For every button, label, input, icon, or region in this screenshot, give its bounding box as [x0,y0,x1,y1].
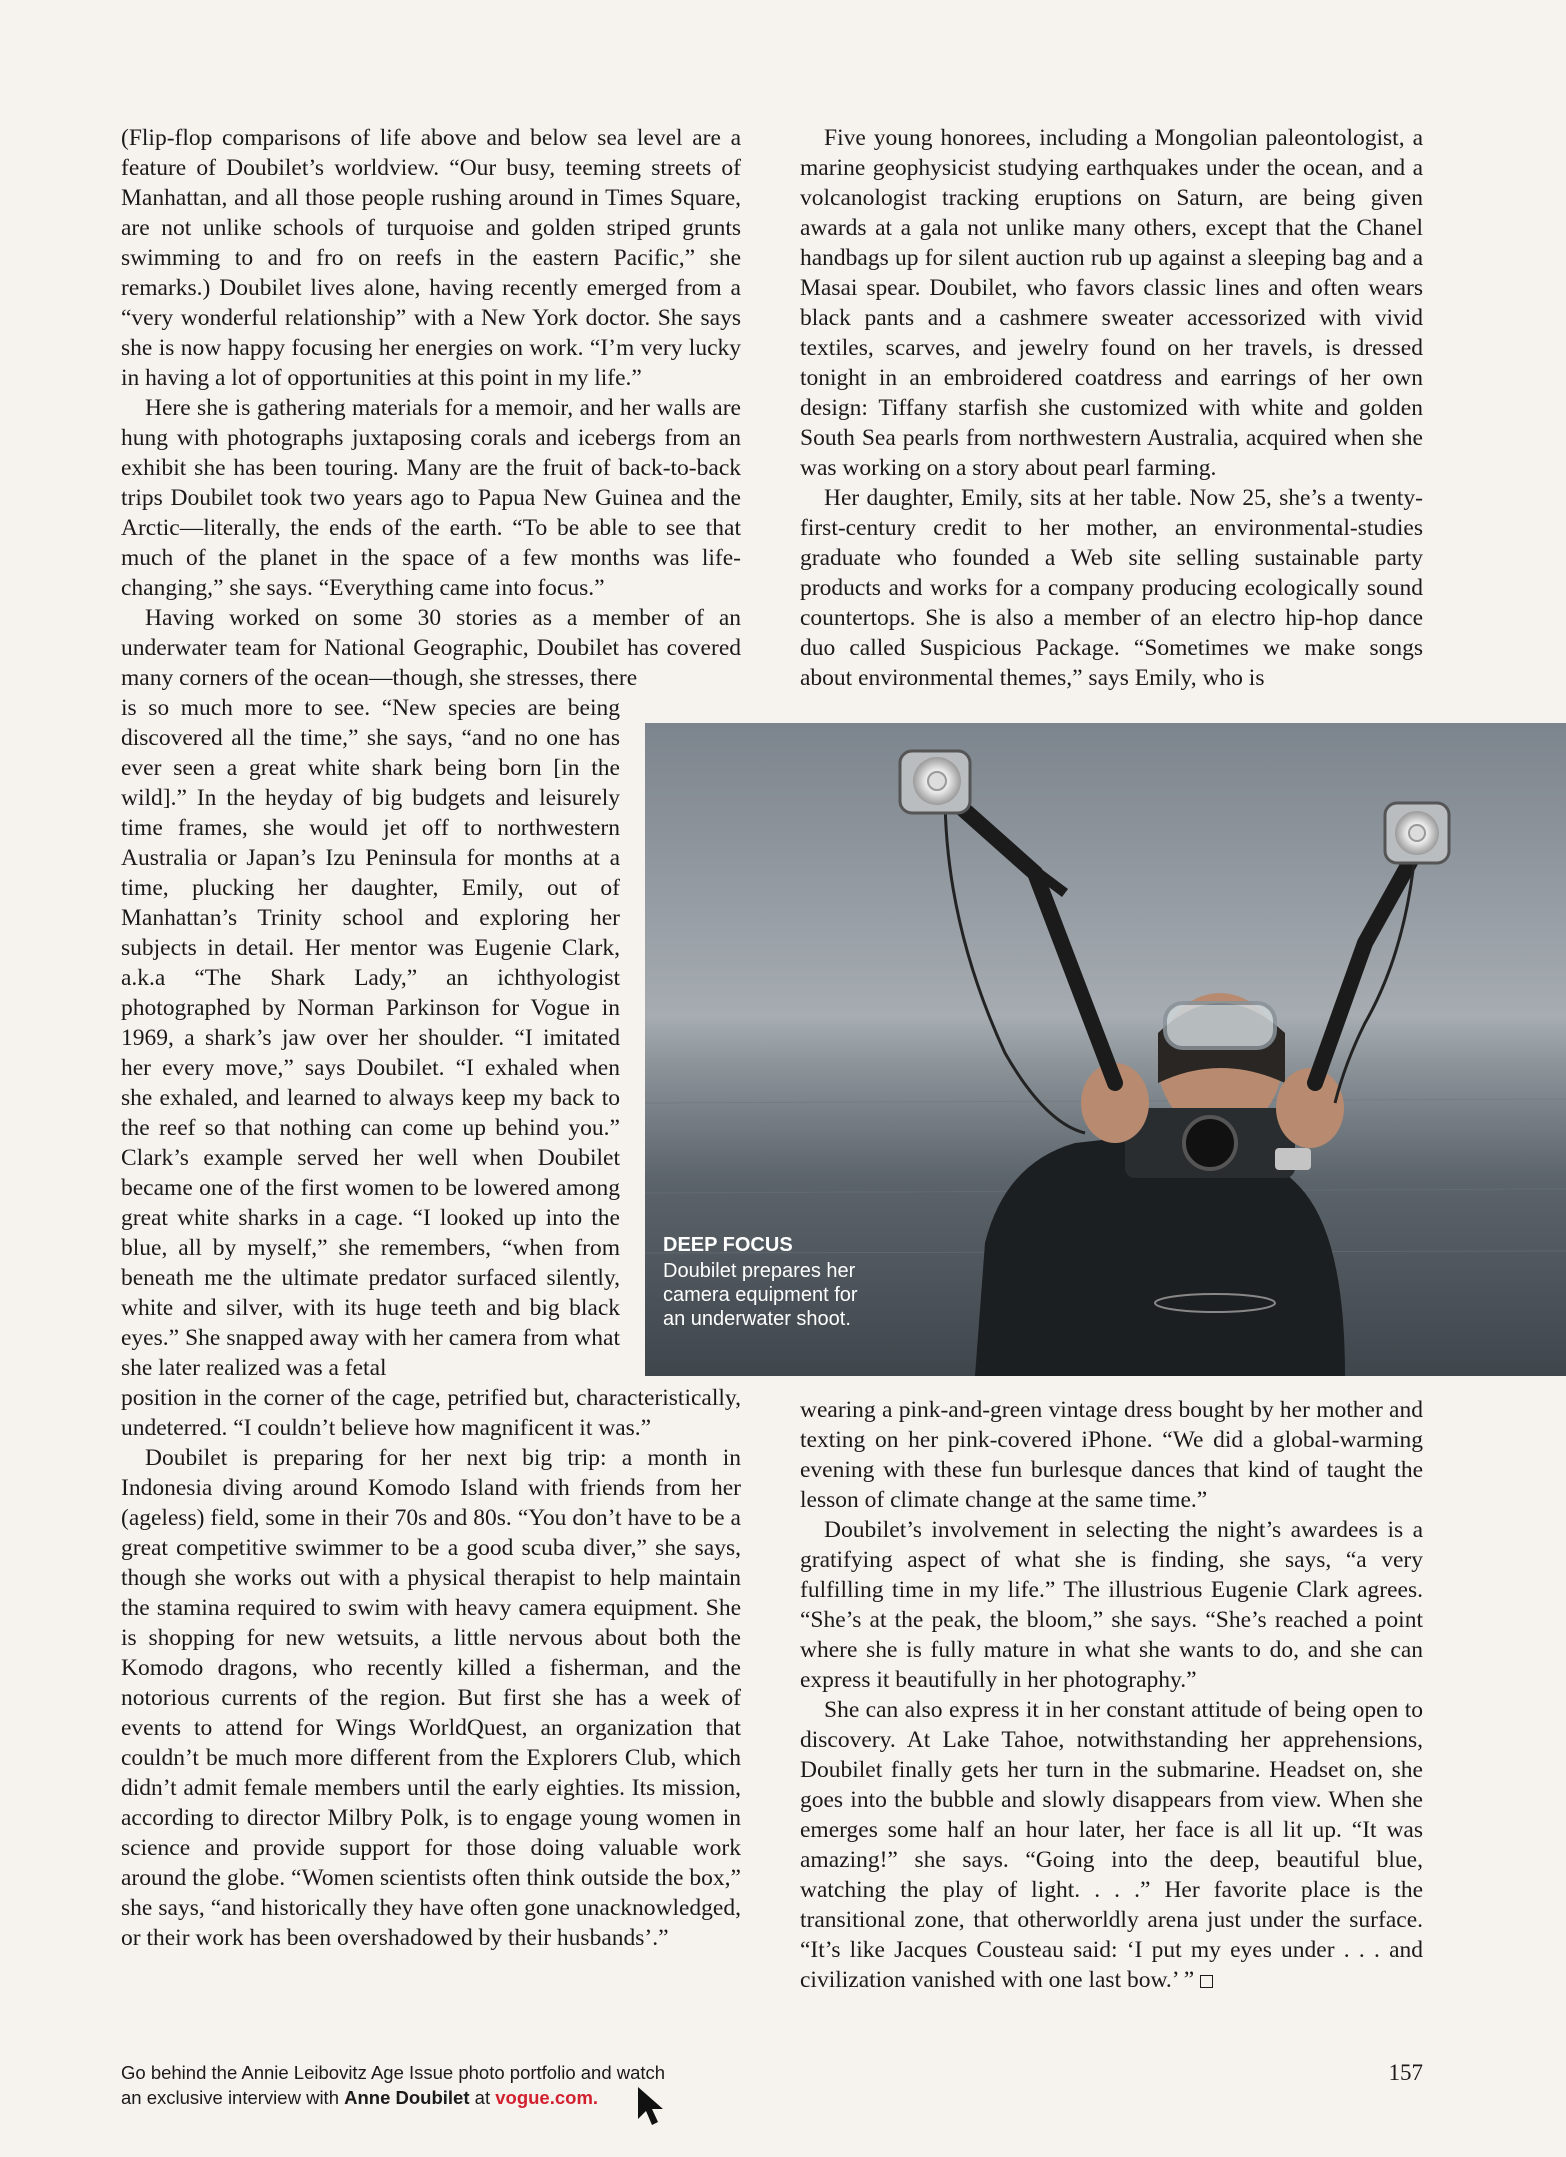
caption-text: Doubilet prepares her camera equipment for an underwater shoot. [663,1260,858,1330]
left-column-bottom [121,1383,741,1953]
paragraph: Five young honorees, including a Mongolian paleontologist, a marine geophysicist studying earthquakes under the ocean, and a volcanologist tracking eruptions on Saturn, are being given awards at a gala not unlike many others, except that the Chanel handbags up for silent auction rub up against a sleeping bag and a Masai spear. Doubilet, who favors classic lines and often wears black pants and a cashmere sweater accessorized with vivid textiles, scarves, and jewelry found on her travels, is dressed tonight in an embroidered coatdress and earrings of her own design: Tiffany starfish she customized with white and golden South Sea pearls from northwestern Australia, acquired when she was working on a story about pearl farming. [800,125,1423,481]
left-column-top [121,123,741,693]
cursor-arrow-icon [636,2085,666,2129]
paragraph: Her daughter, Emily, sits at her table. Now 25, she’s a twenty-first-century credit to her mother, an environmental-studies graduate who founded a Web site selling sustainable party products and works for a company producing ecologically sound countertops. She is also a member of an electro hip-hop dance duo called Suspicious Package. “Sometimes we make songs about environmental themes,” says Emily, who is [800,485,1423,691]
caption-title: DEEP FOCUS [663,1234,793,1256]
right-column-bottom [800,1395,1423,1995]
paragraph: Having worked on some 30 stories as a member of an underwater team for National Geographic, Doubilet has covered many corners of the ocean—though, she stresses, there [121,605,741,691]
paragraph-final-text: She can also express it in her constant attitude of being open to discovery. At Lake Tahoe, notwithstanding her apprehensions, Doubilet finally gets her turn in the submarine. Headset on, she goes into the bubble and slowly disappears from view. When she emerges some half an hour later, her face is all lit up. “It was amazing!” she says. “Going into the deep, beautiful blue, watching the play of light. . . .” Her favorite place is the transitional zone, that otherworldly arena just under the surface. “It’s like Jacques Cousteau said: ‘I put my eyes under . . . and civilization vanished with one last bow.’ ” [800,1697,1423,1993]
photo-caption [663,1233,863,1331]
promo-name: Anne Doubilet [344,2087,470,2108]
paragraph: position in the corner of the cage, petrified but, characteristically, undeterred. “I couldn’t believe how magnificent it was.” [121,1385,741,1441]
promo-at: at [469,2087,496,2108]
diver-photo [645,723,1566,1376]
paragraph: wearing a pink-and-green vintage dress bought by her mother and texting on her pink-covered iPhone. “We did a global-warming evening with these fun burlesque dances that kind of taught the lesson of climate change at the same time.” [800,1397,1423,1513]
left-column-narrow [121,693,620,1383]
paragraph: (Flip-flop comparisons of life above and below sea level are a feature of Doubilet’s worldview. “Our busy, teeming streets of Manhattan, and all those people rushing around in Times Square, are not unlike schools of turquoise and golden striped grunts swimming to and fro on reefs in the eastern Pacific,” she remarks.) Doubilet lives alone, having recently emerged from a “very wonderful relationship” with a New York doctor. She says she is now happy focusing her energies on work. “I’m very lucky in having a lot of opportunities at this point in my life.” [121,125,741,391]
paragraph: is so much more to see. “New species are being discovered all the time,” she says, “and no one has ever seen a great white shark being born [in the wild].” In the heyday of big budgets and leisurely time frames, she would jet off to northwestern Australia or Japan’s Izu Peninsula for months at a time, plucking her daughter, Emily, out of Manhattan’s Trinity school and exploring her subjects in detail. Her mentor was Eugenie Clark, a.k.a “The Shark Lady,” an ichthyologist photographed by Norman Parkinson for Vogue in 1969, a shark’s jaw over her shoulder. “I imitated her every move,” says Doubilet. “I exhaled when she exhaled, and learned to always keep my back to the reef so that nothing can come up behind you.” Clark’s example served her well when Doubilet became one of the first women to be lowered among great white sharks in a cage. “I looked up into the blue, all by myself,” she remembers, “when from beneath me the ultimate predator surfaced silently, white and silver, with its huge teeth and big black eyes.” She snapped away with her camera from what she later realized was a fetal [121,695,620,1381]
end-mark-icon [1200,1975,1213,1988]
paragraph: Doubilet’s involvement in selecting the night’s awardees is a gratifying aspect of what she is finding, she says, “a very fulfilling time in my life.” The illustrious Eugenie Clark agrees. “She’s at the peak, the bloom,” she says. “She’s reached a point where she is fully mature in what she wants to do, and she can express it beautifully in her photography.” [800,1517,1423,1693]
vogue-link[interactable]: vogue.com. [495,2087,599,2108]
promo-line-1: Go behind the Annie Leibovitz Age Issue photo portfolio and watch [121,2062,666,2083]
paragraph-final [800,1695,1423,1995]
paragraph: Here she is gathering materials for a memoir, and her walls are hung with photographs juxtaposing corals and icebergs from an exhibit she has been touring. Many are the fruit of back-to-back trips Doubilet took two years ago to Papua New Guinea and the Arctic—literally, the ends of the earth. “To be able to see that much of the planet in the space of a few months was life-changing,” she says. “Everything came into focus.” [121,395,741,601]
right-column-top [800,123,1423,693]
paragraph: Doubilet is preparing for her next big trip: a month in Indonesia diving around Komodo Island with friends from her (ageless) field, some in their 70s and 80s. “You don’t have to be a great competitive swimmer to be a good scuba diver,” she says, though she works out with a physical therapist to help maintain the stamina required to swim with heavy camera equipment. She is shopping for new wetsuits, a little nervous about both the Komodo dragons, who recently killed a fisherman, and the notorious currents of the region. But first she has a week of events to attend for Wings WorldQuest, an organization that couldn’t be much more different from the Explorers Club, which didn’t admit female members until the early eighties. Its mission, according to director Milbry Polk, is to engage young women in science and provide support for those doing valuable work around the globe. “Women scientists often think outside the box,” she says, “and historically they have often gone unacknowledged, or their work has been overshadowed by their husbands’.” [121,1445,741,1951]
promo-prefix: an exclusive interview with [121,2087,345,2108]
page-number: 157 [1388,2060,1423,2085]
